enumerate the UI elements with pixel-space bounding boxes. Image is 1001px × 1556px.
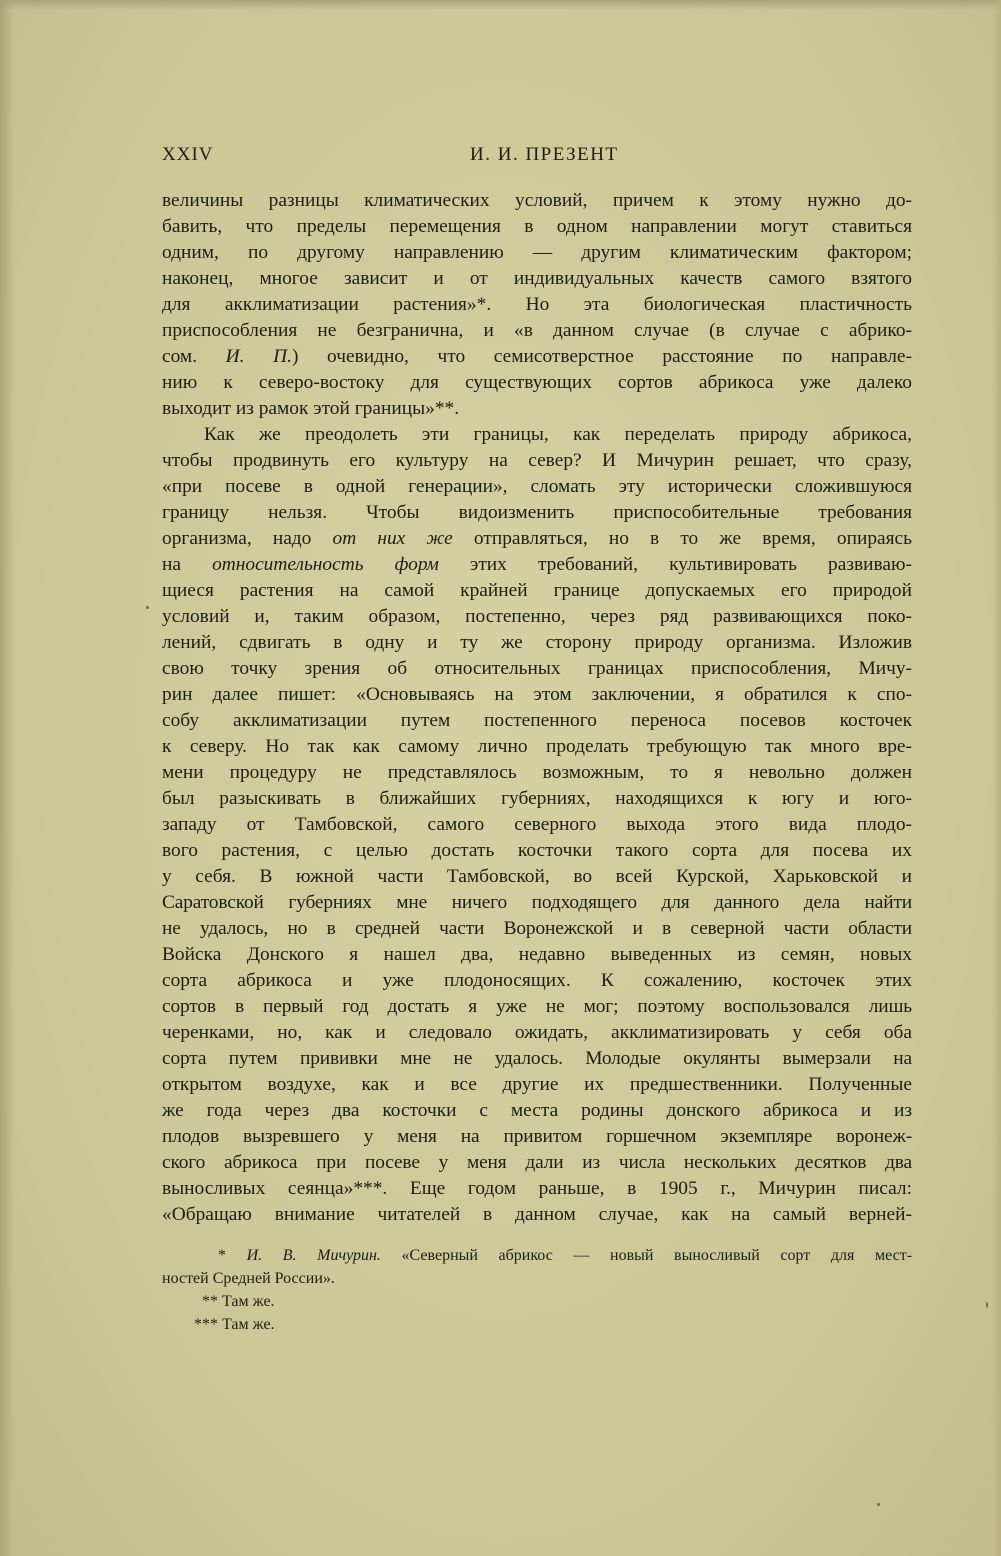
body-line: нию к северо-востоку для существующих сортов абрикоса уже далеко <box>162 372 912 393</box>
body-text <box>162 188 912 1228</box>
body-line: западу от Тамбовской, самого северного выхода этого вида плодо- <box>162 814 912 835</box>
footnote-3: *** Там же. <box>194 1316 275 1333</box>
body-line: же года через два косточки с места родины донского абрикоса и из <box>162 1100 912 1121</box>
body-line: плодов вызревшего у меня на привитом горшечном экземпляре воронеж- <box>162 1126 912 1147</box>
body-line: сом. И. П.) очевидно, что семисотверстное расстояние по направле- <box>162 346 912 367</box>
body-line: на относительность форм этих требований, культивировать развиваю- <box>162 554 912 575</box>
footnote-2: ** Там же. <box>202 1293 275 1310</box>
body-line: Войска Донского я нашел два, недавно выведенных из семян, новых <box>162 944 912 965</box>
body-line: у себя. В южной части Тамбовской, во всей Курской, Харьковской и <box>162 866 912 887</box>
body-line: был разыскивать в ближайших губерниях, находящихся к югу и юго- <box>162 788 912 809</box>
footnote-1: * И. В. Мичурин. «Северный абрикос — новый выносливый сорт для мест- <box>218 1247 913 1264</box>
running-title: И. И. ПРЕЗЕНТ <box>470 144 619 165</box>
body-line: собу акклиматизации путем постепенного переноса посевов косточек <box>162 710 912 731</box>
paper-speck <box>986 1302 988 1308</box>
page-left-shadow <box>0 0 14 1556</box>
body-line: вого растения, с целью достать косточки такого сорта для посева их <box>162 840 912 861</box>
italic-emphasis: И. В. Мичурин. <box>246 1247 381 1264</box>
running-head <box>162 144 912 174</box>
body-line: сортов в первый год достать я уже не мог; поэтому воспользовался лишь <box>162 996 912 1017</box>
body-line: открытом воздухе, как и все другие их предшественники. Полученные <box>162 1074 912 1095</box>
body-line: мени процедуру не представлялось возможным, то я невольно должен <box>162 762 912 783</box>
body-line: чтобы продвинуть его культуру на север? И Мичурин решает, что сразу, <box>162 450 912 471</box>
body-line: выносливых сеянца»***. Еще годом раньше, в 1905 г., Мичурин писал: <box>162 1178 912 1199</box>
body-line: условий и, таким образом, постепенно, через ряд развивающихся поко- <box>162 606 912 627</box>
body-line: сорта абрикоса и уже плодоносящих. К сожалению, косточек этих <box>162 970 912 991</box>
page-top-shadow <box>0 0 1001 10</box>
page-right-shadow <box>993 0 1001 1556</box>
italic-emphasis: И. П. <box>225 346 292 367</box>
body-line: организма, надо от них же отправляться, но в то же время, опираясь <box>162 528 913 549</box>
body-line: величины разницы климатических условий, причем к этому нужно до- <box>162 190 912 211</box>
italic-emphasis: относительность форм <box>212 554 439 575</box>
body-line: приспособления не безгранична, и «в данном случае (в случае с абрико- <box>162 320 912 341</box>
body-line: границу нельзя. Чтобы видоизменить приспособительные требования <box>162 502 912 523</box>
body-line: одним, по другому направлению — другим климатическим фактором; <box>162 242 912 263</box>
body-line: наконец, многое зависит и от индивидуальных качеств самого взятого <box>162 268 912 289</box>
body-line: лений, сдвигать в одну и ту же сторону природу организма. Изложив <box>162 632 912 653</box>
footnote-1-continuation: ностей Средней России». <box>162 1270 335 1287</box>
body-line: «при посеве в одной генерации», сломать эту исторически сложившуюся <box>162 476 912 497</box>
body-line: ского абрикоса при посеве у меня дали из числа нескольких десятков два <box>162 1152 912 1173</box>
body-line: выходит из рамок этой границы»**. <box>162 398 460 419</box>
body-line: черенками, но, как и следовало ожидать, акклиматизировать у себя оба <box>162 1022 912 1043</box>
body-line: бавить, что пределы перемещения в одном направлении могут ставиться <box>162 216 912 237</box>
body-line: щиеся растения на самой крайней границе допускаемых его природой <box>162 580 912 601</box>
paper-speck <box>146 606 149 609</box>
body-line: «Обращаю внимание читателей в данном случае, как на самый верней- <box>162 1204 912 1225</box>
body-line: Саратовской губерниях мне ничего подходящего для данного дела найти <box>162 892 912 913</box>
italic-emphasis: от них же <box>332 528 453 549</box>
body-line: сорта путем прививки мне не удалось. Молодые окулянты вымерзали на <box>162 1048 912 1069</box>
body-line: свою точку зрения об относительных границах приспособления, Мичу- <box>162 658 912 679</box>
body-line: к северу. Но так как самому лично проделать требующую так много вре- <box>162 736 912 757</box>
paragraph-start: Как же преодолеть эти границы, как переделать природу абрикоса, <box>204 424 912 445</box>
page-number: XXIV <box>162 144 214 165</box>
body-line: не удалось, но в средней части Воронежской и в северной части области <box>162 918 912 939</box>
body-line: для акклиматизации растения»*. Но эта биологическая пластичность <box>162 294 912 315</box>
body-line: рин далее пишет: «Основываясь на этом заключении, я обратился к спо- <box>162 684 912 705</box>
footnotes <box>162 1244 912 1336</box>
paper-speck <box>877 1503 880 1506</box>
